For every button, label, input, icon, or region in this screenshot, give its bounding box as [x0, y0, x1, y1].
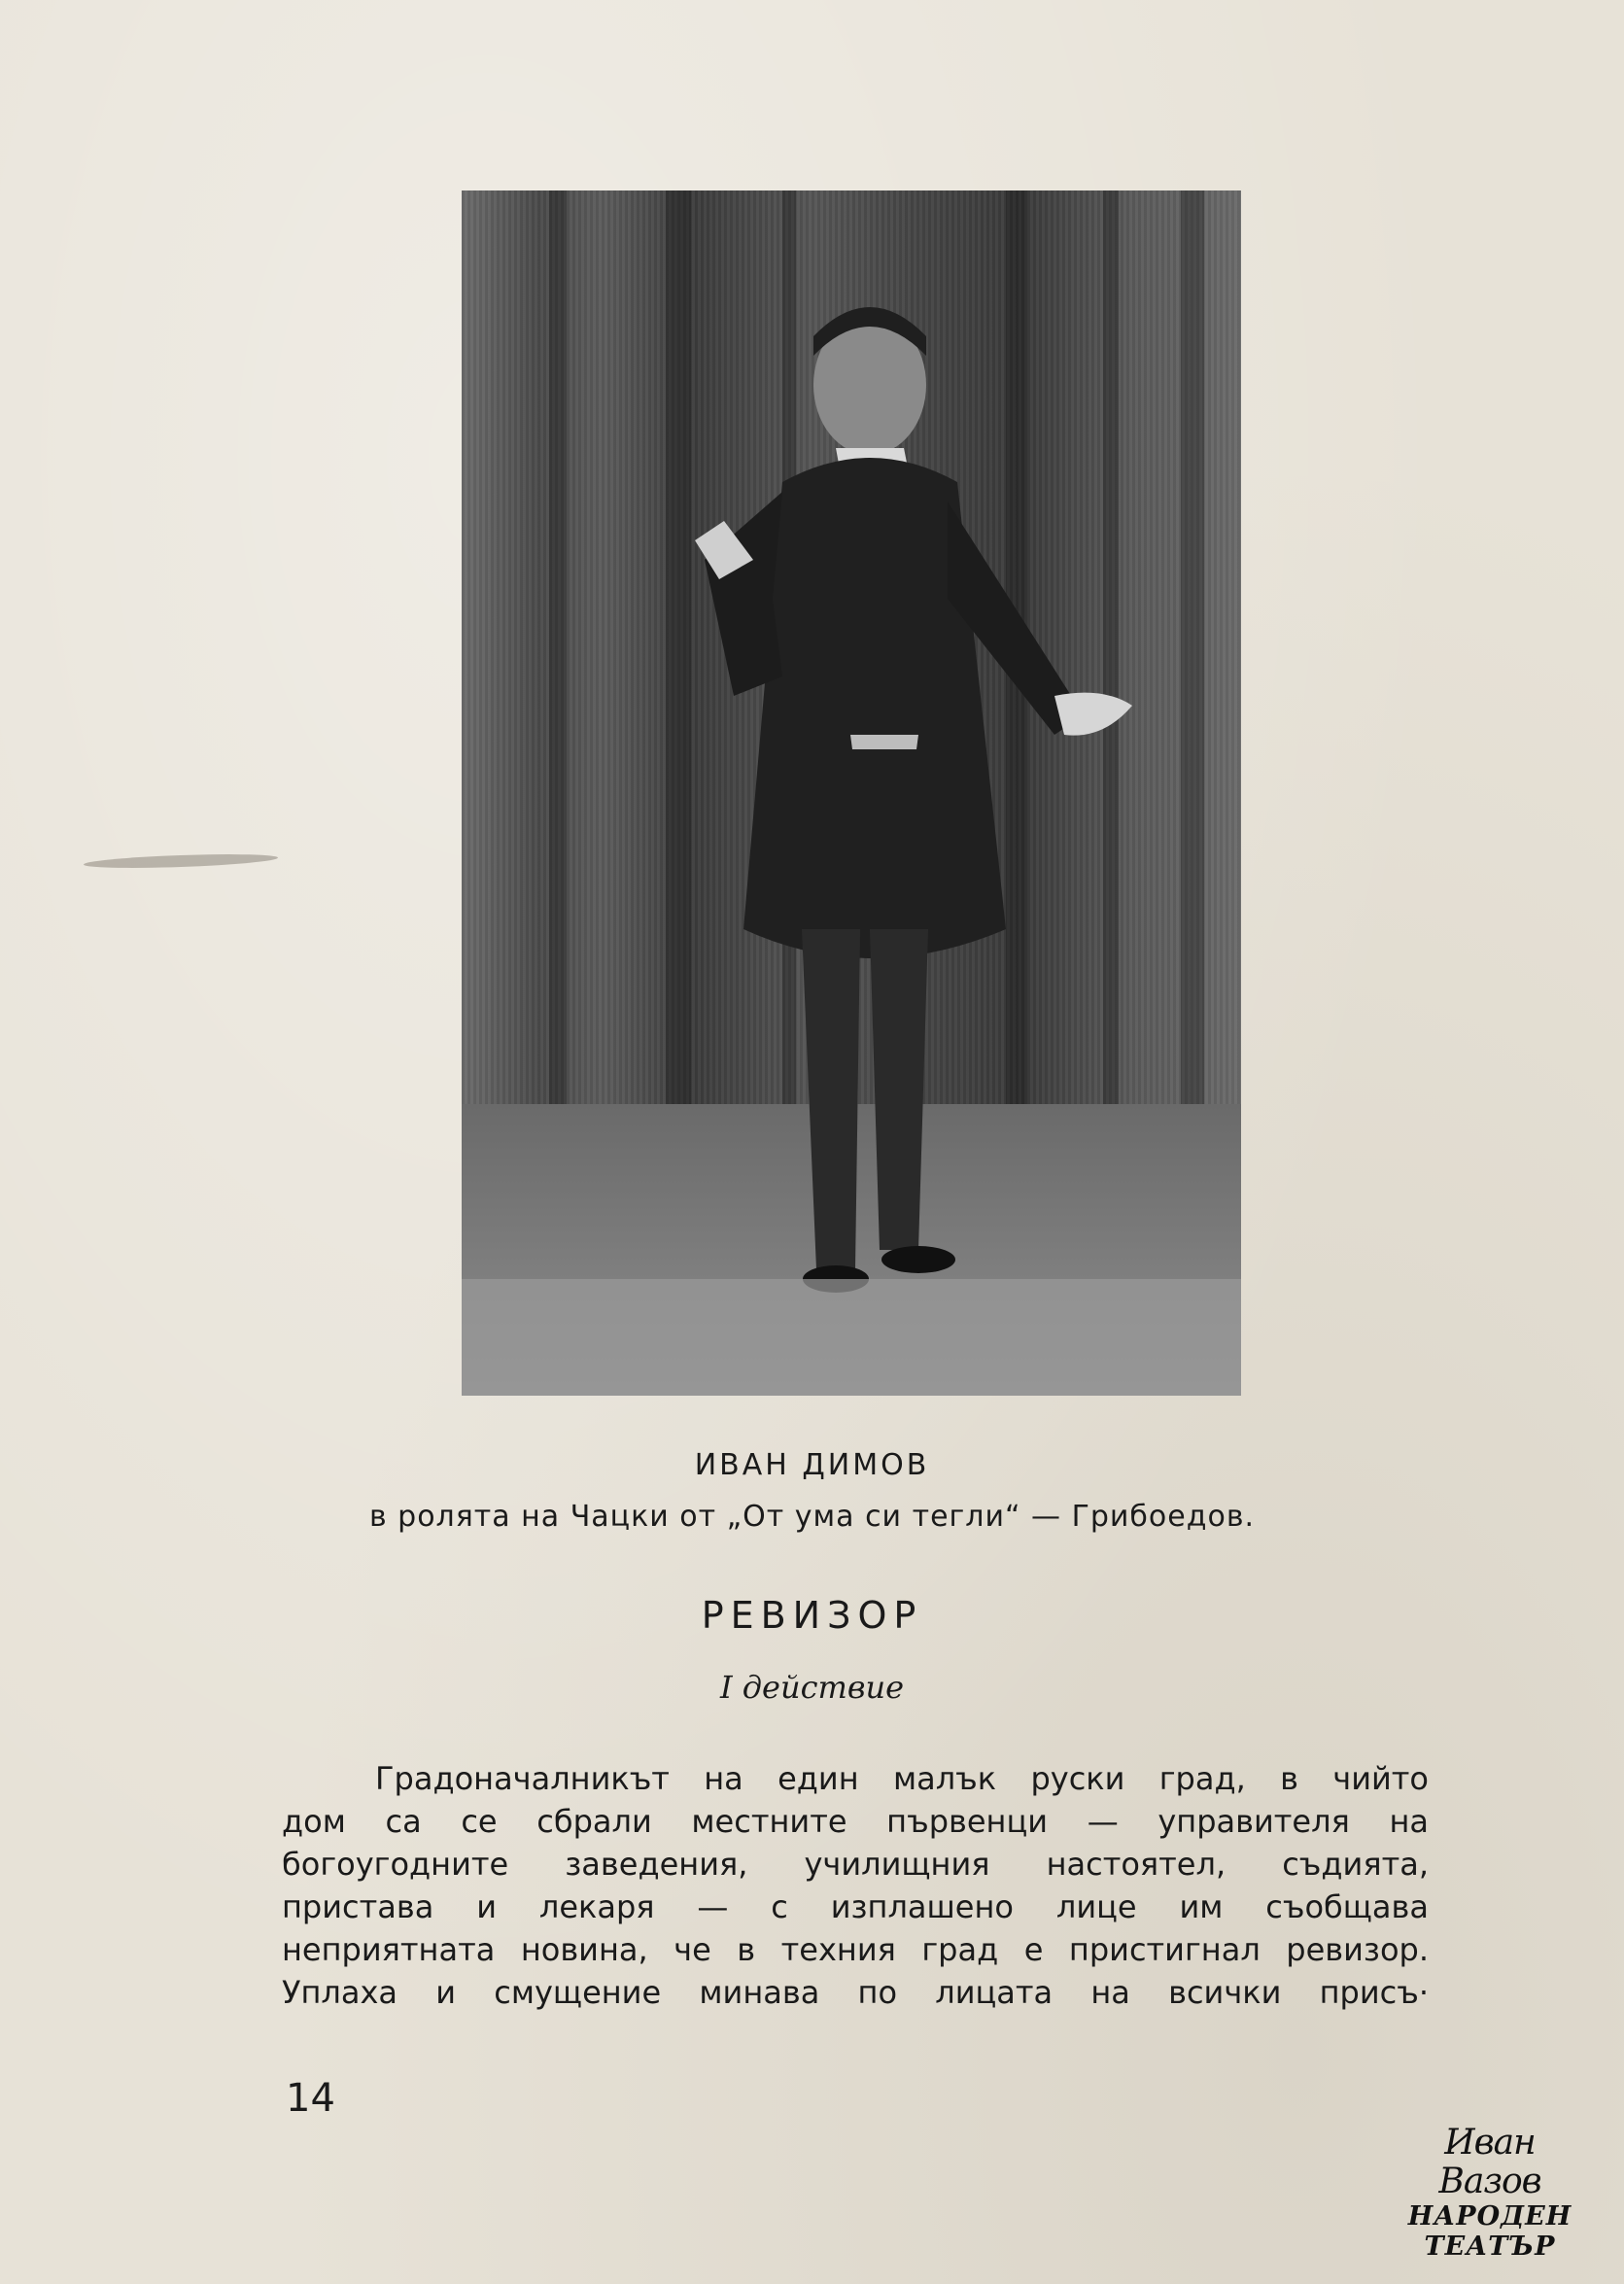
body-line: Градоначалникът на един малък руски град, в чийто [375, 1760, 1429, 1797]
logo-line-2: ТЕАТЪР [1424, 2232, 1556, 2262]
actor-photo [462, 190, 1241, 1396]
act-heading: I действие [719, 1669, 905, 1706]
actor-figure [462, 190, 1241, 1396]
page-number: 14 [286, 2076, 335, 2121]
body-line: неприятната новина, че в техния град е пристигнал ревизор. [282, 1931, 1429, 1968]
body-line: дом са се сбрали местните първенци — управителя на [282, 1803, 1429, 1840]
logo-line-1: НАРОДЕН [1407, 2201, 1572, 2232]
caption-actor-name: ИВАН ДИМОВ [694, 1448, 930, 1482]
body-line: богоугодните заведения, училищния настоятел, съдията, [282, 1846, 1429, 1883]
section-title: РЕВИЗОР [701, 1594, 923, 1637]
body-text [282, 1757, 1429, 2014]
logo-script: Иван Вазов [1438, 2123, 1541, 2201]
body-line: Уплаха и смущение минава по лицата на всички присъ· [282, 1974, 1429, 2011]
body-line: пристава и лекаря — с изплашено лице им съобщава [282, 1888, 1429, 1925]
caption-role: в ролята на Чацки от „От ума си тегли“ — Грибоедов. [368, 1500, 1256, 1534]
national-theatre-logo [1407, 2123, 1572, 2262]
